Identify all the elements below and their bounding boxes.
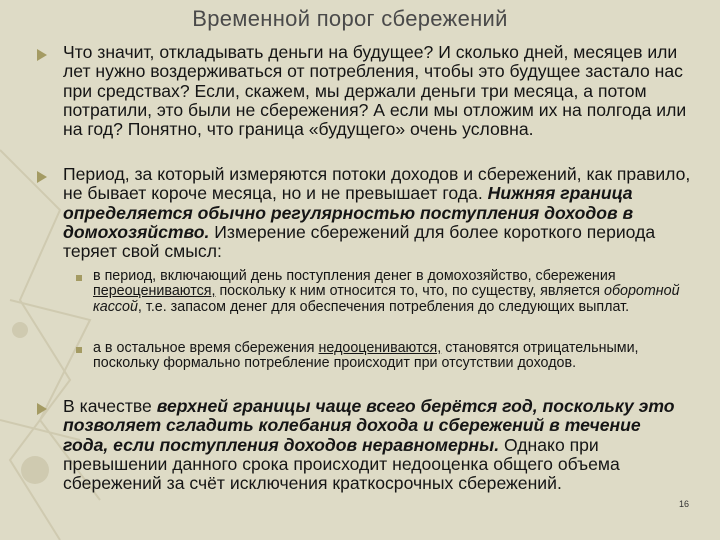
bullet-1-text: Что значит, откладывать деньги на будущее? И сколько дней, месяцев или лет нужно воздерживаться от потребления, чтобы это будущее застало нас при средствах? Если, скажем, мы держали деньги три месяца, а потом потратили, это были не сбережения? А если мы отложим их на полгода или на год? Понятно, что граница «будущего» очень условна. bbox=[63, 42, 687, 140]
bullet-3-lead: В качестве bbox=[63, 396, 152, 416]
bullet-2-emphasis: Нижняя граница определяется обычно регулярностью поступления доходов в домохозяйство. bbox=[63, 183, 634, 242]
slide-title: Временной порог сбережений bbox=[192, 6, 508, 31]
bullet-paragraph-2 bbox=[63, 165, 703, 261]
sub-2-underlined: недооцениваются, bbox=[318, 340, 442, 356]
sub-2-part1: а в остальное время сбережения bbox=[93, 340, 315, 356]
sub-1-underlined: переоцениваются, bbox=[93, 283, 216, 300]
sub-1-part2: поскольку к ним относится то, что, по существу, является bbox=[219, 283, 601, 300]
sub-bullet-1 bbox=[93, 269, 693, 315]
sub-bullet-square-icon bbox=[76, 347, 82, 353]
page-number: 16 bbox=[679, 499, 690, 509]
bullet-2-text: Период, за который измеряются потоки доходов и сбережений, как правило, не бывает короче месяца, но и не превышает года. bbox=[63, 164, 691, 204]
sub-bullet-square-icon bbox=[76, 275, 82, 281]
sub-bullet-2 bbox=[93, 341, 693, 372]
bullet-3-tail: Однако при превышении данного срока происходит недооценка общего объема сбережений за счёт исключения краткосрочных сбережений. bbox=[63, 434, 620, 494]
bullet-arrow-icon bbox=[37, 403, 47, 415]
bullet-paragraph-1 bbox=[63, 43, 703, 139]
bullet-3-emphasis: верхней границы чаще всего берётся год, поскольку это позволяет сгладить колебания дохода и сбережений в течение года, если поступления доходов неравномерны. bbox=[63, 396, 675, 455]
sub-1-italic: оборотной кассой bbox=[93, 283, 680, 315]
bullet-arrow-icon bbox=[37, 49, 47, 61]
bullet-arrow-icon bbox=[37, 171, 47, 183]
bullet-paragraph-3 bbox=[63, 397, 678, 493]
sub-1-part3: , т.е. запасом денег для обеспечения потребления до следующих выплат. bbox=[137, 298, 630, 315]
bullet-2-tail: Измерение сбережений для более короткого периода теряет свой смысл: bbox=[63, 221, 656, 262]
sub-2-part2: становятся отрицательными, поскольку формально потребление происходит при отсутствии доходов. bbox=[93, 340, 639, 372]
sub-1-part1: в период, включающий день поступления денег в домохозяйство, сбережения bbox=[93, 268, 616, 284]
